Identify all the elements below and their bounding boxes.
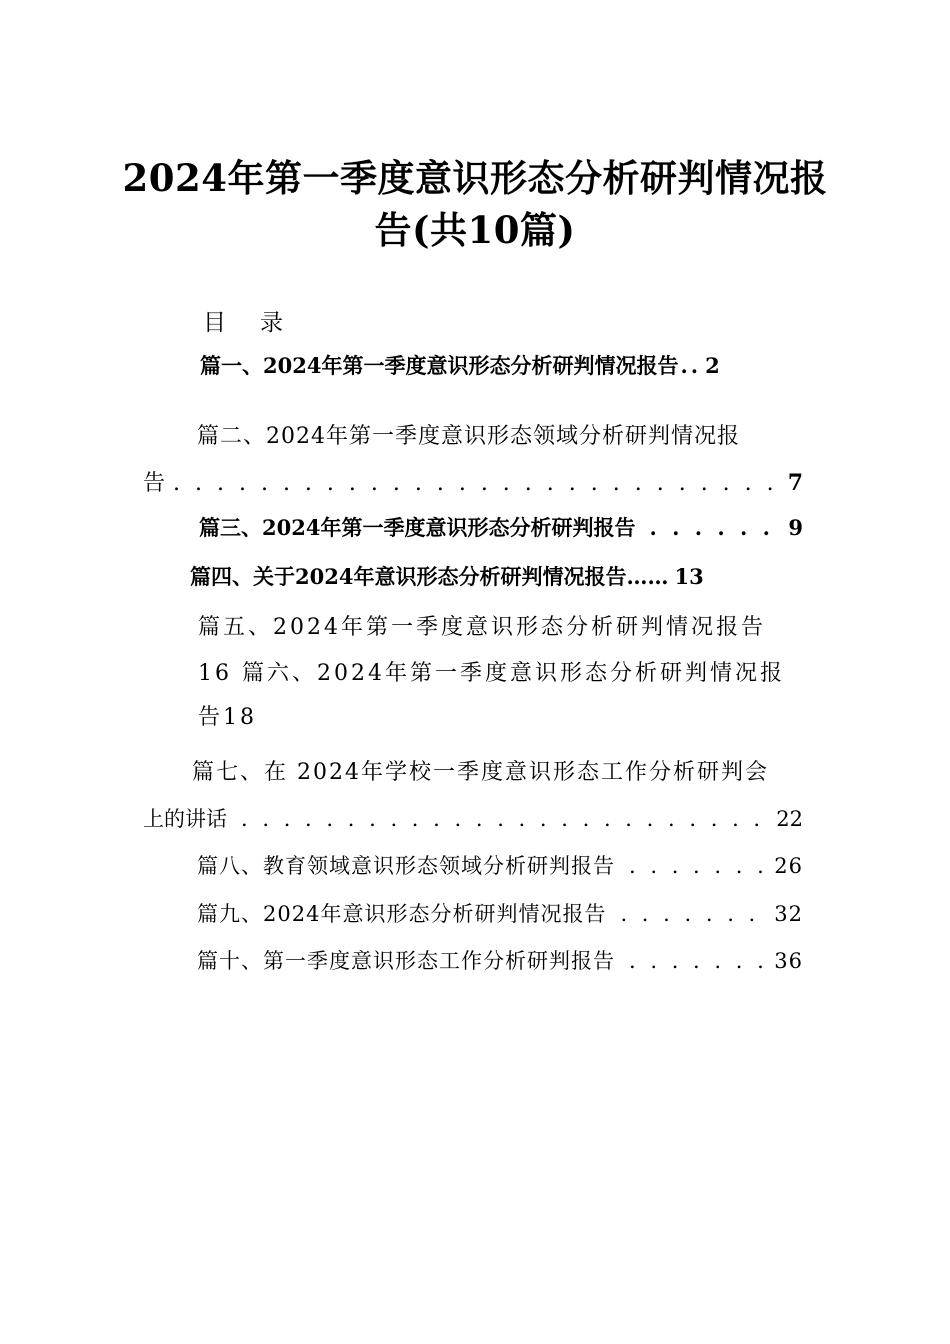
toc-entry-7-line-1[interactable]: 篇七、在 2024年学校一季度意识形态工作分析研判会 <box>192 760 769 785</box>
toc-entry-text: 上的讲话 <box>143 807 227 831</box>
toc-entry-5-line-3[interactable]: 告18 <box>198 705 257 730</box>
toc-heading-left: 目 <box>203 310 226 336</box>
toc-entry-page: 9 <box>788 515 803 540</box>
toc-entry-dots <box>173 471 780 496</box>
toc-entry-dots: …… <box>626 564 669 589</box>
toc-entry-9[interactable] <box>197 898 803 928</box>
toc-entry-text: 篇八、教育领域意识形态领域分析研判报告 <box>197 854 615 878</box>
toc-entry-10[interactable] <box>197 945 803 975</box>
toc-entry-8[interactable] <box>197 850 803 880</box>
toc-entry-4[interactable] <box>190 561 704 591</box>
toc-entry-page: 2 <box>705 353 720 378</box>
toc-entry-page: 32 <box>774 902 803 926</box>
toc-entry-page: 36 <box>774 949 803 973</box>
toc-entry-5-line-2[interactable]: 16 篇六、2024年第一季度意识形态分析研判情况报 <box>198 661 785 686</box>
toc-entry-text: 篇九、2024年意识形态分析研判情况报告 <box>197 902 607 926</box>
toc-entry-text: 篇三、2024年第一季度意识形态分析研判报告 <box>199 515 636 540</box>
toc-entry-page: 22 <box>776 807 803 831</box>
toc-entry-5-line-1[interactable]: 篇五、2024年第一季度意识形态分析研判情况报告 <box>198 615 766 640</box>
toc-entry-dots <box>629 949 772 973</box>
toc-entry-1[interactable] <box>200 350 720 380</box>
toc-entry-page: 26 <box>774 854 803 878</box>
toc-entry-dots <box>649 515 780 540</box>
toc-entry-7-line-2[interactable] <box>143 803 803 833</box>
toc-entry-2-line-1[interactable]: 篇二、2024年第一季度意识形态领域分析研判情况报 <box>197 424 740 449</box>
toc-entry-text: 告 <box>143 471 166 496</box>
toc-entry-2-line-2[interactable] <box>143 466 803 497</box>
toc-entry-dots <box>629 854 772 878</box>
toc-entry-dots <box>620 902 756 926</box>
toc-entry-dots <box>241 807 758 831</box>
document-title-line-2: 告(共10篇) <box>374 208 576 252</box>
toc-entry-text: 篇一、2024年第一季度意识形态分析研判情况报告 <box>200 353 679 378</box>
toc-entry-page: 13 <box>674 564 704 589</box>
toc-entry-text: 篇四、关于2024年意识形态分析研判情况报告 <box>190 564 627 589</box>
toc-entry-text: 篇十、第一季度意识形态工作分析研判报告 <box>197 949 615 973</box>
toc-entry-3[interactable] <box>199 512 803 542</box>
toc-entry-page: 7 <box>787 470 803 496</box>
document-title-line-1: 2024年第一季度意识形态分析研判情况报 <box>122 156 828 200</box>
toc-entry-dots: .. <box>680 353 702 378</box>
toc-heading-right: 录 <box>260 310 283 336</box>
toc-heading <box>203 304 283 337</box>
